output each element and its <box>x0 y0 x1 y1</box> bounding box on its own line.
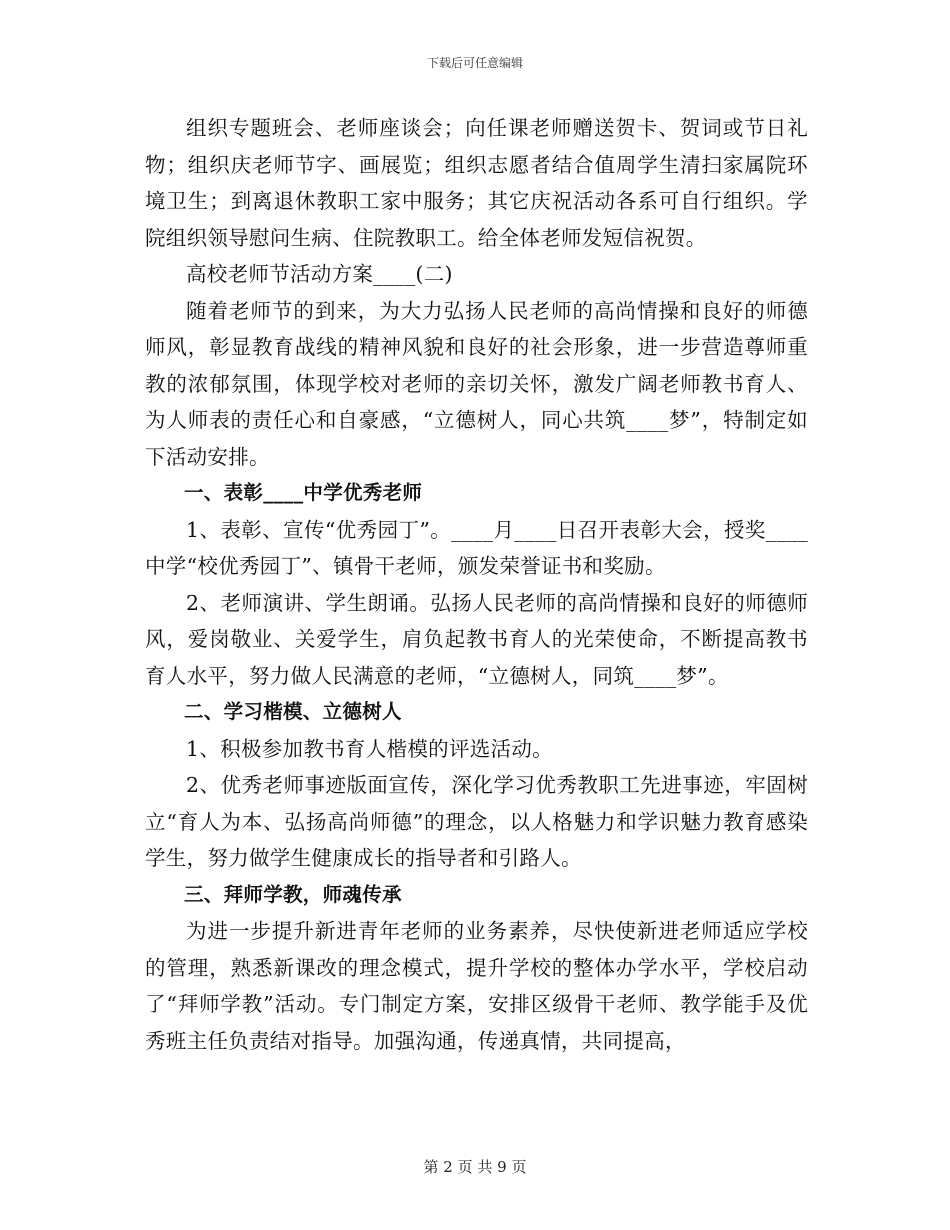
document-body <box>145 110 808 1059</box>
heading-section-2: 二、学习楷模、立德树人 <box>184 700 402 723</box>
page-header: 下载后可任意编辑 <box>426 56 523 70</box>
paragraph-3-1: 为进一步提升新进青年老师的业务素养，尽快使新进老师适应学校的管理，熟悉新课改的理念模式，提升学校的整体办学水平，学校启动了“拜师学教”活动。专门制定方案，安排区级骨干老师、教学能手及优秀班主任负责结对指导。加强沟通，传递真情，共同提高， <box>145 919 808 1053</box>
heading-section-3: 三、拜师学教，师魂传承 <box>184 882 402 906</box>
heading-section-1: 一、表彰____中学优秀老师 <box>184 481 423 504</box>
page-number: 第 2 页 共 9 页 <box>423 1158 527 1176</box>
paragraph-intro: 随着老师节的到来，为大力弘扬人民老师的高尚情操和良好的师德师风，彰显教育战线的精神风貌和良好的社会形象，进一步营造尊师重教的浓郁氛围，体现学校对老师的亲切关怀，激发广阔老师教书育人、为人师表的责任心和自豪感，“立德树人，同心共筑____梦”，特制定如下活动安排。 <box>145 298 808 469</box>
paragraph-1-1: 1、表彰、宣传“优秀园丁”。____月____日召开表彰大会，授奖____中学“校优秀园丁”、镇骨干老师，颁发荣誉证书和奖励。 <box>145 517 808 578</box>
paragraph-2-1: 1、积极参加教书育人楷模的评选活动。 <box>186 736 553 761</box>
paragraph-2-2: 2、优秀老师事迹版面宣传，深化学习优秀教职工先进事迹，牢固树立“育人为本、弘扬高尚师德”的理念，以人格魅力和学识魅力教育感染学生，努力做学生健康成长的指导者和引路人。 <box>145 773 808 870</box>
paragraph-activities: 组织专题班会、老师座谈会；向任课老师赠送贺卡、贺词或节日礼物；组织庆老师节字、画展览；组织志愿者结合值周学生清扫家属院环境卫生；到离退休教职工家中服务；其它庆祝活动各系可自行组织。学院组织领导慰问生病、住院教职工。给全体老师发短信祝贺。 <box>145 116 808 250</box>
section-subtitle: 高校老师节活动方案____(二) <box>186 262 453 286</box>
paragraph-1-2: 2、老师演讲、学生朗诵。弘扬人民老师的高尚情操和良好的师德师风，爱岗敬业、关爱学生，肩负起教书育人的光荣使命，不断提高教书育人水平，努力做人民满意的老师，“立德树人，同筑____梦”。 <box>145 590 808 688</box>
